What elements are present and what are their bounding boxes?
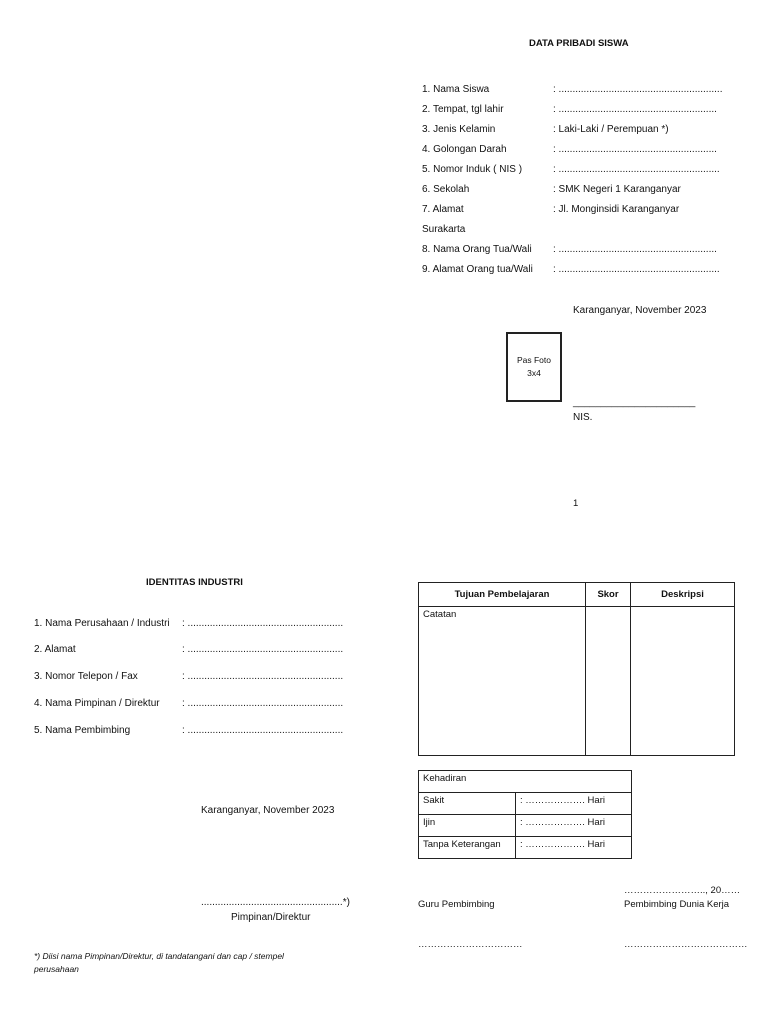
field-label: 1. Nama Perusahaan / Industri [34,618,170,629]
guru-pembimbing-label: Guru Pembimbing [418,899,495,910]
pembimbing-dk-label: Pembimbing Dunia Kerja [624,899,730,910]
kehadiran-label: Tanpa Keterangan [419,837,516,859]
field-value: : ......................................................... [553,104,717,115]
field-value: : ......................................................... [553,244,717,255]
field-value: : SMK Negeri 1 Karanganyar [553,184,681,195]
field-value: : ......................................................... [553,144,717,155]
pimpinan-role: Pimpinan/Direktur [231,912,311,923]
date-line: …………………….., 20…… [624,885,741,896]
kehadiran-value: : ………………. Hari [516,793,632,815]
footnote: *) Diisi nama Pimpinan/Direktur, di tandatangani dan cap / stempel [34,951,284,961]
field-value: : .......................................................... [553,264,720,275]
field-label: 7. Alamat [422,204,464,215]
deskripsi-cell [631,607,735,756]
header-deskripsi: Deskripsi [631,583,735,607]
field-label: 4. Golongan Darah [422,144,507,155]
signature-line: ______________________ [573,397,696,408]
data-pribadi-title: DATA PRIBADI SISWA [529,38,629,49]
kehadiran-value: : ………………. Hari [516,837,632,859]
penilaian-table [418,582,735,756]
field-value: : Laki-Laki / Perempuan *) [553,124,669,135]
kehadiran-value: : ………………. Hari [516,815,632,837]
field-label: 9. Alamat Orang tua/Wali [422,264,533,275]
kehadiran-label: Ijin [419,815,516,837]
field-label: Surakarta [422,224,466,235]
pimpinan-sign-dots: ...................................................*) [201,897,350,908]
kehadiran-title: Kehadiran [419,771,632,793]
industri-place-date: Karanganyar, November 2023 [201,805,335,816]
kehadiran-label: Sakit [419,793,516,815]
page-number: 1 [573,498,579,509]
field-label: 2. Alamat [34,644,76,655]
field-value: : ........................................................ [182,618,344,629]
dk-sign-dots: ………………………………… [624,939,748,950]
field-value: : ........................................................... [553,84,723,95]
photo-label: Pas Foto [516,355,552,365]
field-label: 5. Nama Pembimbing [34,725,131,736]
header-tujuan: Tujuan Pembelajaran [419,583,586,607]
field-label: 5. Nomor Induk ( NIS ) [422,164,523,175]
field-label: 4. Nama Pimpinan / Direktur [34,698,160,709]
field-label: 8. Nama Orang Tua/Wali [422,244,532,255]
field-label: 3. Nomor Telepon / Fax [34,671,138,682]
place-date: Karanganyar, November 2023 [573,305,707,316]
nis-label: NIS. [573,412,593,423]
photo-size: 3x4 [527,368,541,378]
header-skor: Skor [586,583,631,607]
guru-sign-dots: …………………………… [418,939,523,950]
field-value: : ........................................................ [182,698,344,709]
identitas-title: IDENTITAS INDUSTRI [146,577,243,588]
skor-cell [586,607,631,756]
field-value: : .......................................................... [553,164,720,175]
kehadiran-table [418,770,632,859]
catatan-cell: Catatan [419,607,586,756]
field-label: 3. Jenis Kelamin [422,124,496,135]
field-value: : Jl. Monginsidi Karanganyar [553,204,680,215]
field-value: : ........................................................ [182,725,344,736]
photo-box [506,332,562,402]
field-label: 2. Tempat, tgl lahir [422,104,504,115]
field-value: : ........................................................ [182,671,344,682]
footnote-cont: perusahaan [34,964,79,974]
field-label: 1. Nama Siswa [422,84,490,95]
field-value: : ........................................................ [182,644,344,655]
field-label: 6. Sekolah [422,184,470,195]
